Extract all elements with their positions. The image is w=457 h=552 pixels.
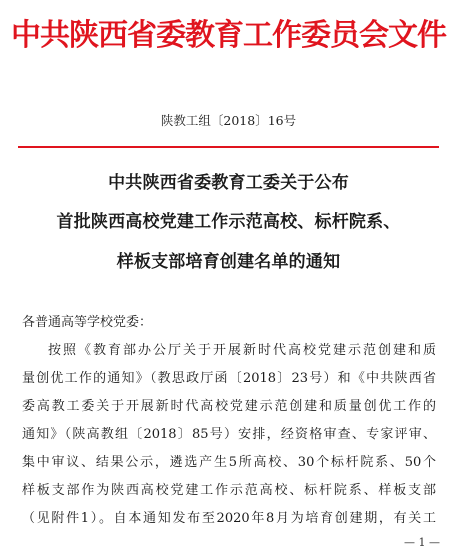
body-line-6: 样板支部作为陕西高校党建工作示范高校、标杆院系、样板支部: [22, 483, 436, 498]
body-line-1: 按照《教育部办公厅关于开展新时代高校党建示范创建和质: [48, 343, 436, 358]
body-line-7: （见附件1）。自本通知发布至2020年8月为培育创建期，有关工: [22, 511, 436, 526]
salutation: 各普通高等学校党委：: [22, 315, 153, 330]
document-masthead: 中共陕西省委教育工作委员会文件: [11, 18, 446, 53]
body-line-2: 量创优工作的通知》（教思政厅函〔2018〕23号）和《中共陕西省: [22, 371, 436, 386]
body-line-4: 通知》（陕高教组〔2018〕85号）安排，经资格审查、专家评审、: [22, 427, 436, 442]
page-number: — 1 —: [404, 536, 440, 549]
red-divider-line: [18, 146, 439, 148]
document-title-line-2: 首批陕西高校党建工作示范高校、标杆院系、: [56, 212, 401, 232]
document-number: 陕教工组〔2018〕16号: [160, 113, 297, 128]
document-title-line-1: 中共陕西省委教育工委关于公布: [108, 173, 349, 193]
document-title-line-3: 样板支部培育创建名单的通知: [116, 252, 341, 272]
body-line-5: 集中审议、结果公示，遴选产生5所高校、30个标杆院系、50个: [22, 455, 436, 470]
body-line-3: 委高教工委关于开展新时代高校党建示范创建和质量创优工作的: [22, 399, 436, 414]
